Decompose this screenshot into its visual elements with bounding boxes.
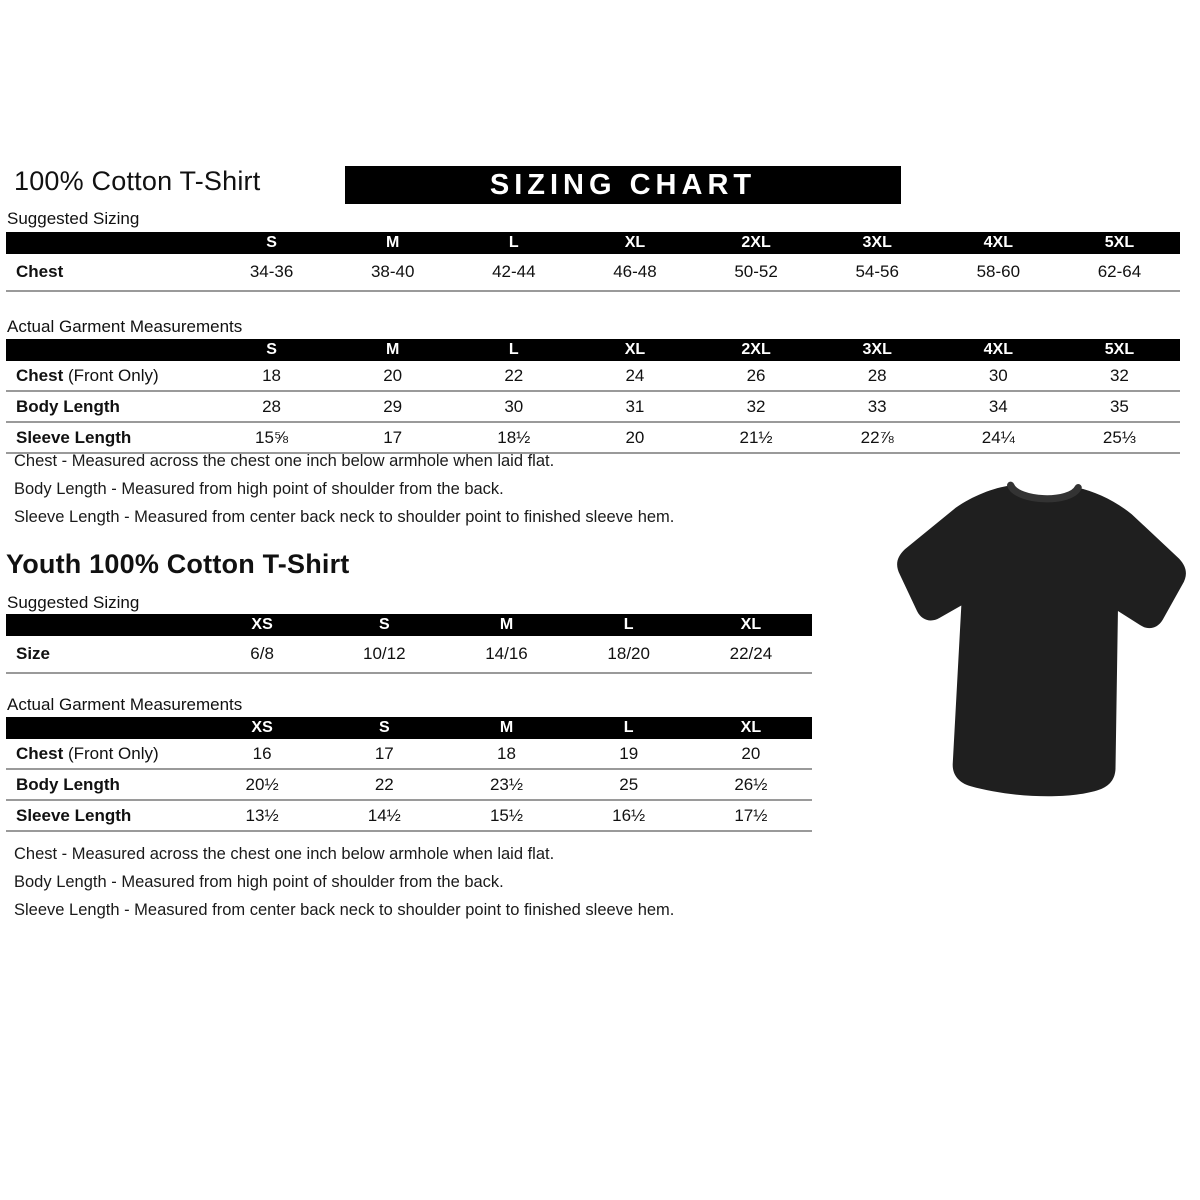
- size-column-header: XL: [624, 234, 646, 251]
- measurement-value-cell: 16½: [612, 805, 646, 825]
- size-column-header: S: [266, 341, 277, 358]
- measurement-value-cell: 30: [988, 365, 1008, 385]
- size-column-header: XL: [740, 616, 762, 633]
- size-column-header: L: [508, 341, 519, 358]
- table-row: [6, 423, 1180, 454]
- tshirt-collar: [1010, 485, 1078, 500]
- size-column-header: XS: [251, 719, 273, 736]
- measurement-value-cell: 14/16: [485, 644, 528, 663]
- size-column-header: 2XL: [741, 341, 771, 358]
- table-row: [6, 801, 812, 832]
- measurement-value-cell: 62-64: [1097, 262, 1142, 281]
- tshirt-product-image: [879, 467, 1199, 816]
- measurement-value-cell: 18½: [497, 427, 531, 447]
- row-label: [6, 262, 211, 282]
- size-column-header: 5XL: [1104, 234, 1135, 251]
- measurement-value-cell: 32: [1109, 365, 1129, 385]
- adult-suggested-sizing-label: Suggested Sizing: [7, 209, 140, 228]
- row-label-text: Chest: [16, 262, 64, 281]
- youth-note-chest: Chest - Measured across the chest one inch below armhole when laid flat.: [14, 845, 555, 863]
- measurement-value-cell: 22⅞: [860, 427, 894, 447]
- row-label-suffix: (Front Only): [63, 743, 159, 763]
- table-row: [6, 770, 812, 801]
- size-column-header: 5XL: [1104, 341, 1135, 358]
- measurement-value-cell: 13½: [245, 805, 279, 825]
- row-label-text: Body Length: [16, 396, 120, 416]
- row-label-text: Sleeve Length: [16, 805, 132, 825]
- measurement-value-cell: 15⅝: [255, 427, 289, 447]
- measurement-value-cell: 28: [262, 396, 282, 416]
- tshirt-silhouette: [889, 481, 1189, 801]
- measurement-value-cell: 22/24: [729, 644, 773, 663]
- measurement-value-cell: 18: [262, 365, 282, 385]
- table-header-row: [6, 339, 1180, 361]
- measurement-value-cell: 24¼: [981, 427, 1015, 447]
- measurement-value-cell: 42-44: [492, 262, 536, 281]
- measurement-value-cell: 15½: [489, 805, 524, 825]
- measurement-value-cell: 22: [504, 365, 524, 385]
- measurement-value-cell: 18/20: [607, 644, 650, 663]
- adult-note-sleeve-length: Sleeve Length - Measured from center back neck to shoulder point to finished sleeve hem.: [14, 508, 675, 526]
- youth-section-title: Youth 100% Cotton T-Shirt: [6, 549, 350, 579]
- size-column-header: 3XL: [862, 234, 892, 251]
- size-column-header: 3XL: [862, 341, 892, 358]
- youth-suggested-sizing-table: [6, 614, 812, 674]
- size-column-header: L: [623, 719, 634, 736]
- measurement-value-cell: 21½: [739, 427, 773, 447]
- size-column-header: S: [378, 616, 390, 633]
- measurement-value-cell: 24: [625, 365, 645, 385]
- measurement-value-cell: 20: [625, 427, 645, 447]
- table-header-row: [6, 717, 812, 739]
- row-label: [6, 744, 201, 764]
- size-column-header: XL: [624, 341, 646, 358]
- size-column-header: XS: [251, 616, 273, 633]
- adult-measurement-notes: [14, 452, 674, 536]
- adult-section-title: 100% Cotton T-Shirt: [14, 166, 261, 196]
- youth-measurement-notes: [14, 845, 674, 929]
- measurement-value-cell: 20: [383, 365, 403, 385]
- measurement-value-cell: 10/12: [363, 644, 406, 663]
- measurement-value-cell: 38-40: [370, 262, 415, 281]
- measurement-value-cell: 16: [252, 743, 272, 763]
- row-label: [6, 397, 211, 417]
- measurement-value-cell: 34-36: [249, 262, 294, 281]
- measurement-value-cell: 54-56: [855, 262, 899, 281]
- measurement-value-cell: 17: [383, 427, 403, 447]
- measurement-value-cell: 20: [741, 743, 761, 763]
- youth-note-body-length: Body Length - Measured from high point of shoulder from the back.: [14, 873, 504, 891]
- measurement-value-cell: 25: [619, 774, 639, 794]
- measurement-value-cell: 46-48: [613, 262, 657, 281]
- measurement-value-cell: 17: [374, 743, 394, 763]
- row-label-text: Chest: [16, 365, 64, 385]
- size-column-header: L: [508, 234, 519, 251]
- sizing-chart-banner: SIZING CHART: [345, 166, 901, 204]
- size-column-header: M: [386, 341, 400, 358]
- table-row: [6, 361, 1180, 392]
- measurement-value-cell: 58-60: [976, 262, 1021, 281]
- size-column-header: M: [499, 616, 514, 633]
- size-column-header: 2XL: [741, 234, 771, 251]
- measurement-value-cell: 26½: [734, 774, 768, 794]
- measurement-value-cell: 18: [497, 743, 516, 763]
- measurement-value-cell: 23½: [489, 774, 524, 794]
- row-label: [6, 775, 201, 795]
- measurement-value-cell: 26: [746, 365, 766, 385]
- size-column-header: S: [266, 234, 277, 251]
- measurement-value-cell: 32: [746, 396, 766, 416]
- measurement-value-cell: 30: [504, 396, 524, 416]
- size-column-header: 4XL: [983, 341, 1013, 358]
- adult-actual-measurements-label: Actual Garment Measurements: [7, 317, 243, 336]
- youth-actual-measurements-table: [6, 717, 812, 832]
- adult-actual-measurements-table: [6, 339, 1180, 454]
- size-column-header: L: [623, 616, 634, 633]
- measurement-value-cell: 28: [867, 365, 887, 385]
- measurement-value-cell: 20½: [245, 774, 279, 794]
- measurement-value-cell: 50-52: [734, 262, 778, 281]
- adult-note-body-length: Body Length - Measured from high point of shoulder from the back.: [14, 480, 504, 498]
- size-column-header: M: [386, 234, 400, 251]
- table-row: [6, 739, 812, 770]
- row-label: [6, 428, 211, 448]
- youth-note-sleeve-length: Sleeve Length - Measured from center back neck to shoulder point to finished sleeve hem.: [14, 901, 675, 919]
- measurement-value-cell: 19: [619, 743, 639, 763]
- measurement-value-cell: 17½: [734, 805, 768, 825]
- table-row: [6, 636, 812, 674]
- row-label-text: Sleeve Length: [16, 427, 132, 447]
- table-row: [6, 254, 1180, 292]
- row-label: [6, 366, 211, 386]
- size-column-header: XL: [740, 719, 762, 736]
- row-label-text: Body Length: [16, 774, 120, 794]
- measurement-value-cell: 34: [988, 396, 1008, 416]
- row-label-suffix: (Front Only): [63, 365, 159, 385]
- measurement-value-cell: 33: [867, 396, 887, 416]
- row-label: [6, 644, 201, 664]
- row-label-text: Size: [16, 644, 51, 663]
- adult-note-chest: Chest - Measured across the chest one inch below armhole when laid flat.: [14, 452, 555, 470]
- size-column-header: S: [378, 719, 390, 736]
- adult-suggested-sizing-table: [6, 232, 1180, 292]
- size-column-header: M: [499, 719, 514, 736]
- measurement-value-cell: 29: [383, 396, 403, 416]
- measurement-value-cell: 6/8: [250, 644, 274, 663]
- measurement-value-cell: 25⅓: [1102, 427, 1136, 447]
- table-header-row: [6, 614, 812, 636]
- size-column-header: 4XL: [983, 234, 1013, 251]
- table-header-row: [6, 232, 1180, 254]
- youth-actual-measurements-label: Actual Garment Measurements: [7, 695, 243, 714]
- measurement-value-cell: 31: [625, 396, 645, 416]
- measurement-value-cell: 22: [374, 774, 394, 794]
- measurement-value-cell: 14½: [367, 805, 401, 825]
- measurement-value-cell: 35: [1109, 396, 1129, 416]
- table-row: [6, 392, 1180, 423]
- row-label-text: Chest: [16, 743, 64, 763]
- row-label: [6, 806, 201, 826]
- youth-suggested-sizing-label: Suggested Sizing: [7, 593, 140, 612]
